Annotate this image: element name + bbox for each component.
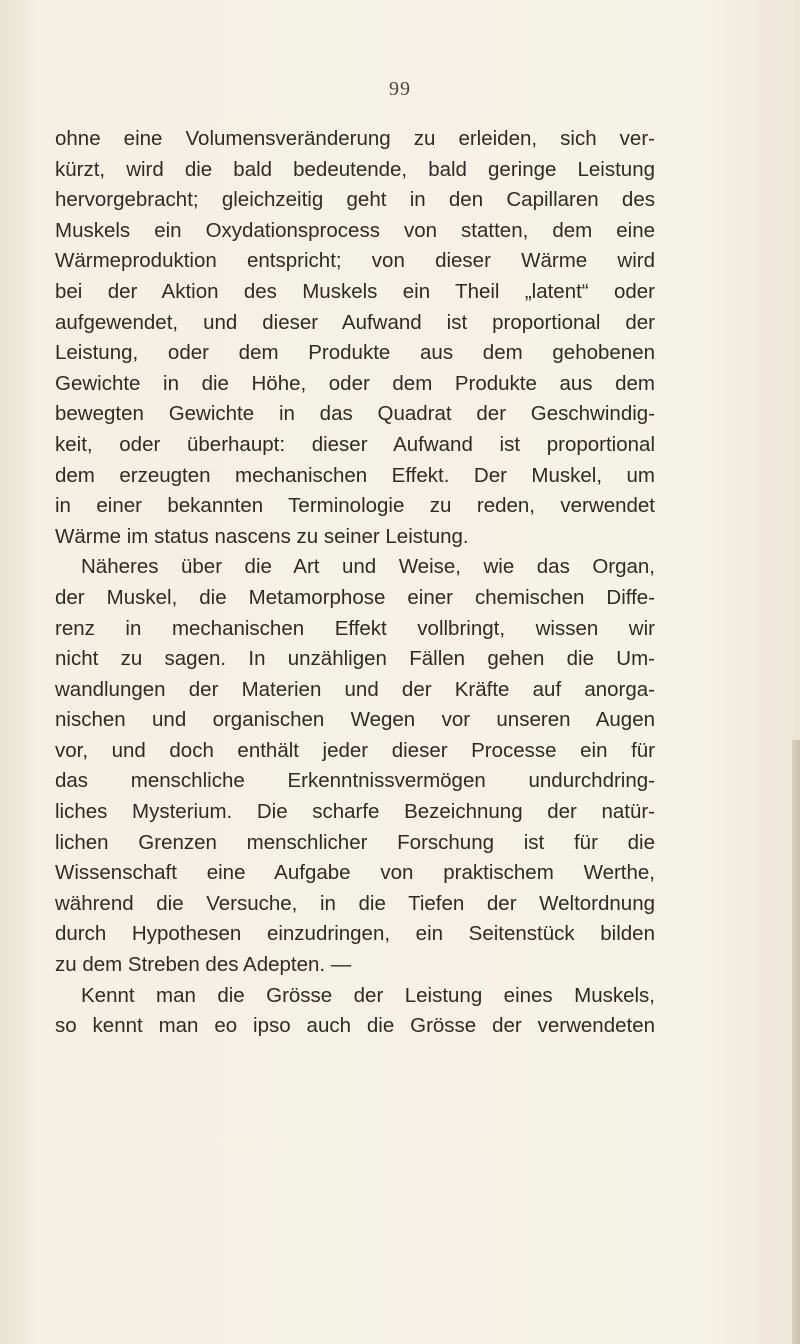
text-line: renz in mechanischen Effekt vollbringt, wissen wir <box>55 616 655 640</box>
text-line: vor, und doch enthält jeder dieser Processe ein für <box>55 738 655 762</box>
text-line: bewegten Gewichte in das Quadrat der Geschwindig- <box>55 402 655 426</box>
text-line: Gewichte in die Höhe, oder dem Produkte aus dem <box>55 371 655 395</box>
text-line: nischen und organischen Wegen vor unseren Augen <box>55 708 655 732</box>
text-line: lichen Grenzen menschlicher Forschung ist für die <box>55 830 655 854</box>
text-line: Muskels ein Oxydationsprocess von statten, dem eine <box>55 218 655 242</box>
text-line: Wärme im status nascens zu seiner Leistung. <box>55 524 469 548</box>
text-line: durch Hypothesen einzudringen, ein Seitenstück bilden <box>55 922 655 946</box>
text-line: wandlungen der Materien und der Kräfte auf anorga- <box>55 677 655 701</box>
text-line: so kennt man eo ipso auch die Grösse der verwendeten <box>55 1014 655 1038</box>
text-line: Kennt man die Grösse der Leistung eines Muskels, <box>81 983 655 1007</box>
text-line: nicht zu sagen. In unzähligen Fällen gehen die Um- <box>55 647 655 671</box>
body-text <box>55 124 655 1042</box>
text-line: aufgewendet, und dieser Aufwand ist proportional der <box>55 310 655 334</box>
text-line: zu dem Streben des Adepten. — <box>55 953 352 977</box>
text-line: Wärmeproduktion entspricht; von dieser Wärme wird <box>55 249 655 273</box>
text-line: Leistung, oder dem Produkte aus dem gehobenen <box>55 341 655 365</box>
text-line: bei der Aktion des Muskels ein Theil „latent“ oder <box>55 279 655 303</box>
text-line: das menschliche Erkenntnissvermögen undurchdring- <box>55 769 655 793</box>
text-line: ohne eine Volumensveränderung zu erleiden, sich ver- <box>55 127 655 150</box>
text-line: kürzt, wird die bald bedeutende, bald geringe Leistung <box>55 157 655 181</box>
page-edge-shadow <box>792 740 800 1344</box>
text-line: während die Versuche, in die Tiefen der Weltordnung <box>55 891 655 915</box>
text-line: in einer bekannten Terminologie zu reden, verwendet <box>55 494 655 518</box>
text-line: Wissenschaft eine Aufgabe von praktischem Werthe, <box>55 861 655 885</box>
page-number: 99 <box>389 78 411 100</box>
text-line: liches Mysterium. Die scharfe Bezeichnung der natür- <box>55 800 655 824</box>
text-line: keit, oder überhaupt: dieser Aufwand ist proportional <box>55 432 655 456</box>
text-line: hervorgebracht; gleichzeitig geht in den Capillaren des <box>55 188 655 212</box>
text-line: der Muskel, die Metamorphose einer chemischen Diffe- <box>55 585 655 609</box>
text-line: Näheres über die Art und Weise, wie das Organ, <box>81 555 655 579</box>
text-line: dem erzeugten mechanischen Effekt. Der Muskel, um <box>55 463 655 487</box>
